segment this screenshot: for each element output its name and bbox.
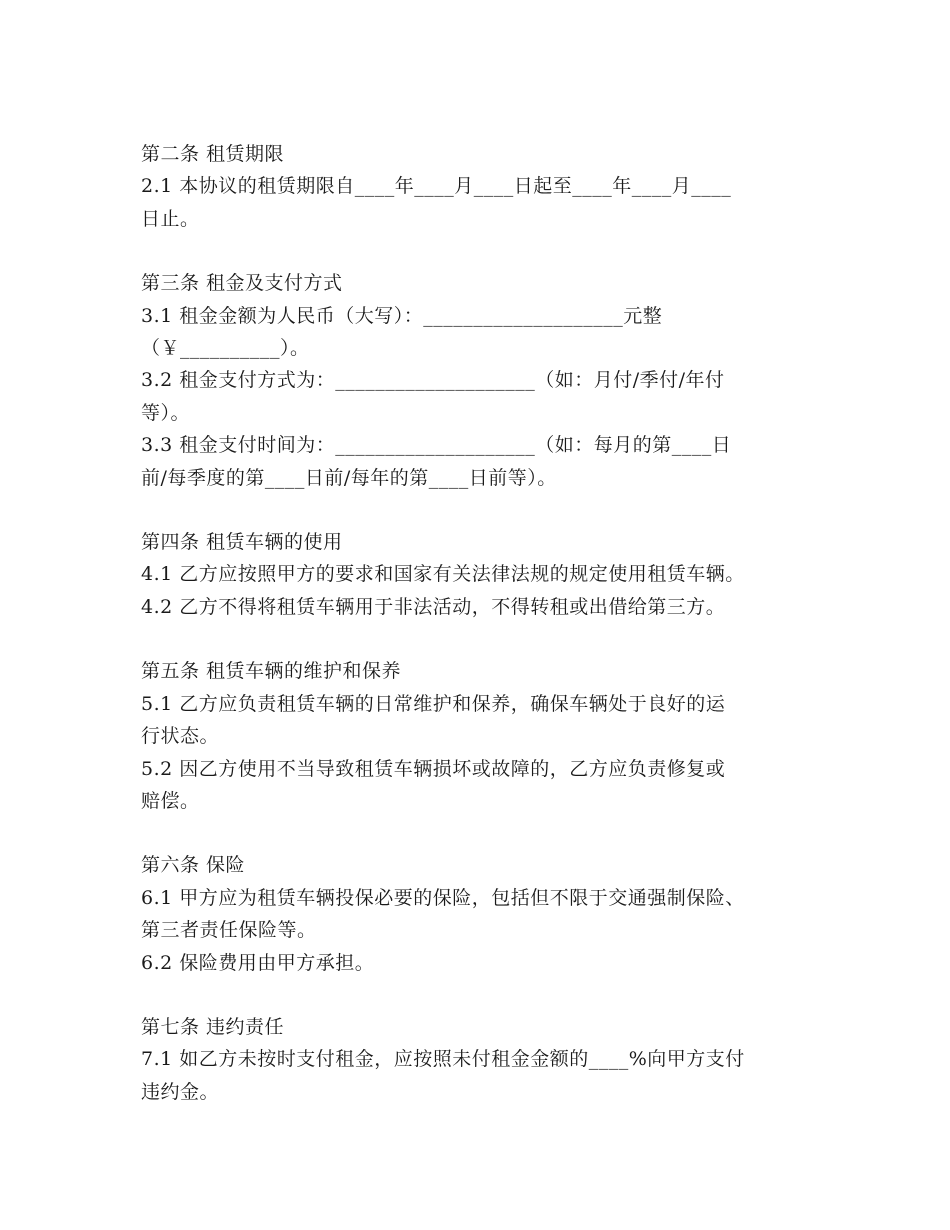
paragraph-line: 2.1 本协议的租赁期限自____年____月____日起至____年____月____ [141, 175, 732, 198]
document-body [141, 138, 821, 1140]
section-heading: 第六条 保险 [141, 854, 246, 877]
section-article-5 [141, 655, 821, 817]
paragraph-line: 等）。 [141, 401, 191, 424]
paragraph-line: 第三者责任保险等。 [141, 919, 317, 942]
paragraph-line: 赔偿。 [141, 789, 200, 812]
paragraph-line: 3.2 租金支付方式为：____________________（如：月付/季付/年付 [141, 369, 725, 392]
paragraph-line: 6.2 保险费用由甲方承担。 [141, 951, 375, 974]
paragraph-line: 3.1 租金金额为人民币（大写）：____________________元整 [141, 304, 663, 327]
paragraph-line: 4.2 乙方不得将租赁车辆用于非法活动，不得转租或出借给第三方。 [141, 595, 726, 618]
section-article-7 [141, 1011, 821, 1108]
paragraph-line: 前/每季度的第____日前/每年的第____日前等）。 [141, 466, 557, 489]
paragraph-line: 6.1 甲方应为租赁车辆投保必要的保险，包括但不限于交通强制保险、 [141, 886, 745, 909]
paragraph-line: 5.1 乙方应负责租赁车辆的日常维护和保养，确保车辆处于良好的运 [141, 692, 726, 715]
section-article-6 [141, 849, 821, 979]
paragraph-line: 行状态。 [141, 725, 220, 748]
section-heading: 第四条 租赁车辆的使用 [141, 531, 343, 554]
paragraph-line: 3.3 租金支付时间为：____________________（如：每月的第____日 [141, 434, 732, 457]
paragraph-line: 5.2 因乙方使用不当导致租赁车辆损坏或故障的，乙方应负责修复或 [141, 757, 726, 780]
section-article-3 [141, 267, 821, 494]
section-heading: 第五条 租赁车辆的维护和保养 [141, 660, 402, 683]
section-article-2 [141, 138, 821, 235]
section-heading: 第三条 租金及支付方式 [141, 272, 343, 295]
paragraph-line: 4.1 乙方应按照甲方的要求和国家有关法律法规的规定使用租赁车辆。 [141, 563, 745, 586]
paragraph-line: （￥__________）。 [141, 337, 310, 360]
section-article-4 [141, 526, 821, 623]
section-heading: 第七条 违约责任 [141, 1015, 285, 1038]
paragraph-line: 日止。 [141, 207, 200, 230]
paragraph-line: 7.1 如乙方未按时支付租金，应按照未付租金金额的____%向甲方支付 [141, 1048, 745, 1071]
section-heading: 第二条 租赁期限 [141, 143, 285, 165]
paragraph-line: 违约金。 [141, 1080, 220, 1103]
